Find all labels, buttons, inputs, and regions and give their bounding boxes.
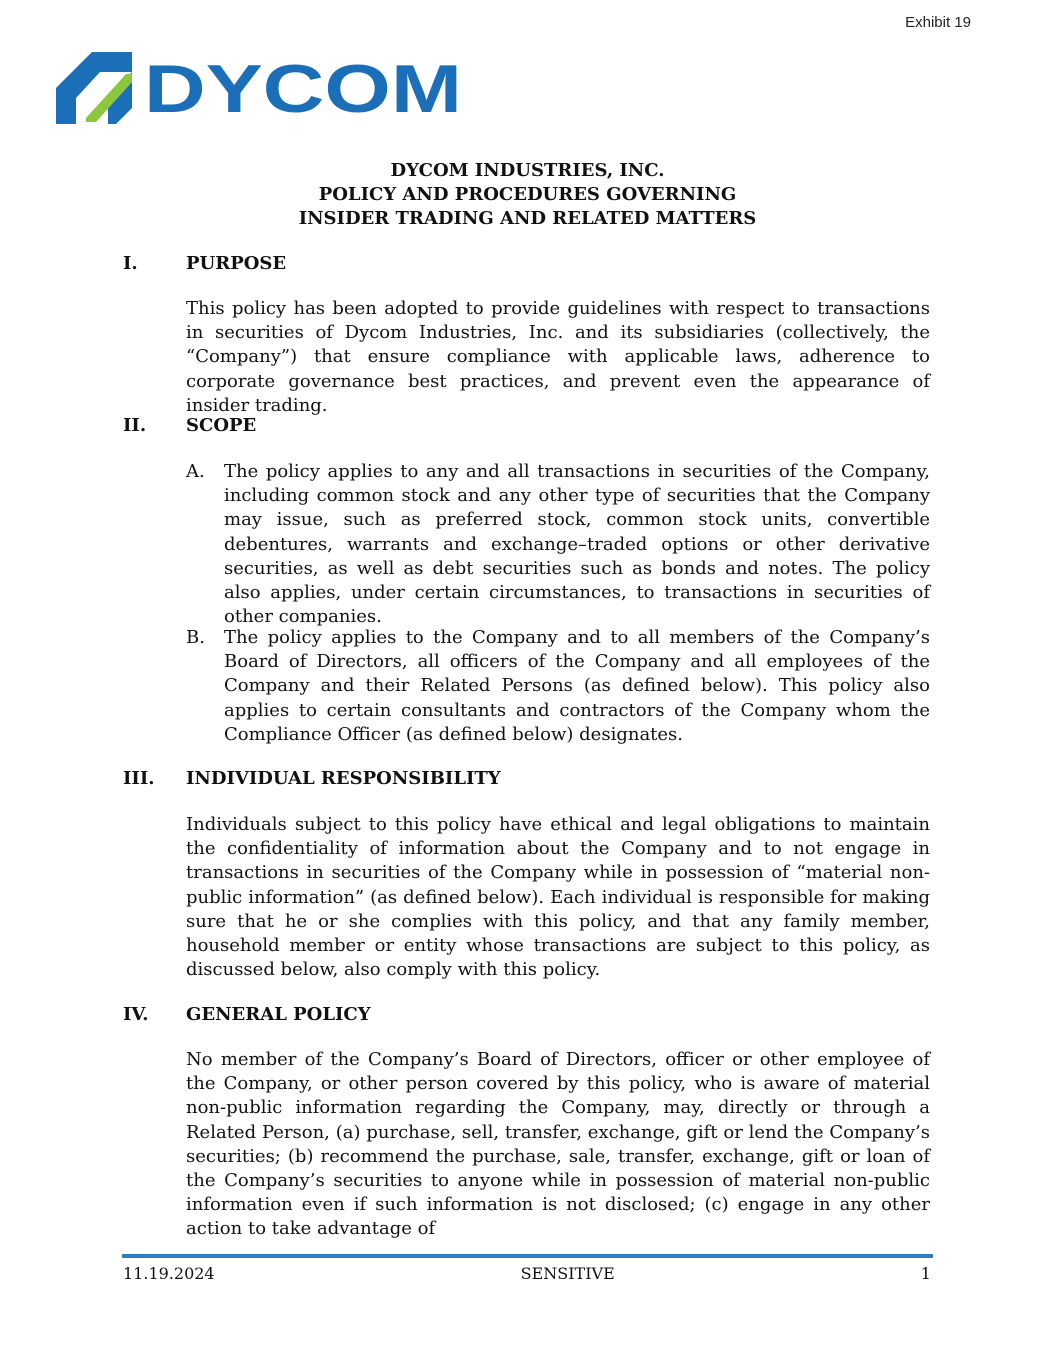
responsibility-paragraph: Individuals subject to this policy have ethical and legal obligations to maintain the confidentiality of information about the Company and to not engage in transactions in securities of the Company while in possession of “material non-public information” (as defined below). Each individual is responsible for making sure that he or she complies with this policy, and that any family member, household member or entity whose transactions are subject to this policy, as discussed below, also comply with this policy. bbox=[186, 814, 930, 981]
footer-divider bbox=[122, 1254, 933, 1258]
section-heading-purpose bbox=[123, 252, 286, 276]
purpose-paragraph: This policy has been adopted to provide guidelines with respect to transactions in securities of Dycom Industries, Inc. and its subsidiaries (collectively, the “Company”) that ensure compliance with applicable laws, adherence to corporate governance best practices, and prevent even the appearance of insider trading. bbox=[186, 298, 930, 416]
document-title bbox=[0, 159, 1055, 231]
section-number: I. bbox=[123, 253, 138, 274]
section-title: PURPOSE bbox=[186, 253, 287, 274]
scope-item-b-text: The policy applies to the Company and to all members of the Company’s Board of Directors, all officers of the Company and all employees of the Company and their Related Persons (as defined below). This policy also applies to certain consultants and contractors of the Company whom the Compliance Officer (as defined below) designates. bbox=[224, 627, 930, 745]
title-line-1: DYCOM INDUSTRIES, INC. bbox=[390, 160, 665, 181]
section-heading-general-policy bbox=[123, 1003, 371, 1027]
section-title: INDIVIDUAL RESPONSIBILITY bbox=[186, 768, 501, 789]
list-marker: B. bbox=[186, 627, 205, 648]
page-number: 1 bbox=[920, 1264, 931, 1283]
logo-wordmark: DYCOM bbox=[144, 52, 462, 124]
section-heading-scope bbox=[123, 414, 256, 438]
page-footer bbox=[123, 1264, 931, 1283]
section-number: II. bbox=[123, 415, 147, 436]
section-title: GENERAL POLICY bbox=[186, 1004, 371, 1025]
scope-item-a-text: The policy applies to any and all transactions in securities of the Company, including common stock and any other type of securities that the Company may issue, such as preferred stock, common stock units, convertible debentures, warrants and exchange–traded options or other derivative securities, as well as debt securities such as bonds and notes. The policy also applies, under certain circumstances, to transactions in securities of other companies. bbox=[224, 461, 930, 628]
section-title: SCOPE bbox=[186, 415, 257, 436]
scope-item-a bbox=[186, 460, 930, 629]
scope-item-b bbox=[186, 626, 930, 747]
section-number: IV. bbox=[123, 1004, 149, 1025]
section-number: III. bbox=[123, 768, 155, 789]
footer-date: 11.19.2024 bbox=[123, 1264, 215, 1283]
title-line-2: POLICY AND PROCEDURES GOVERNING bbox=[318, 184, 737, 205]
section-heading-responsibility bbox=[123, 767, 501, 791]
general-policy-paragraph: No member of the Company’s Board of Directors, officer or other employee of the Company, or other person covered by this policy, who is aware of material non-public information regarding the Company, may, directly or through a Related Person, (a) purchase, sell, transfer, exchange, gift or lend the Company’s securities; (b) recommend the purchase, sale, transfer, exchange, gift or loan of the Company’s securities to anyone while in possession of material non-public information even if such information is not disclosed; (c) engage in any other action to take advantage of bbox=[186, 1049, 930, 1240]
dycom-logo bbox=[56, 52, 476, 124]
footer-classification: SENSITIVE bbox=[520, 1264, 615, 1283]
title-line-3: INSIDER TRADING AND RELATED MATTERS bbox=[298, 208, 757, 229]
exhibit-label: Exhibit 19 bbox=[905, 14, 971, 31]
list-marker: A. bbox=[186, 461, 205, 482]
